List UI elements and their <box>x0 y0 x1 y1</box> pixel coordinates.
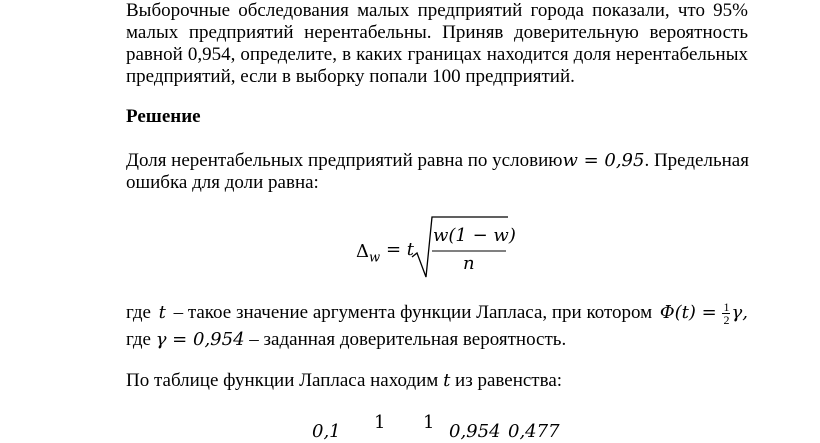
p2-line2-start: где <box>126 329 151 350</box>
formula-denominator: n <box>463 253 475 274</box>
p2-gamma-value: γ = 0,954 <box>155 329 245 350</box>
solution-paragraph-1 <box>126 150 748 194</box>
solution-paragraph-3 <box>126 370 748 392</box>
formula-eq-t: = t <box>386 239 415 260</box>
p2-mid: – такое значение аргумента функции Лапласа, при котором <box>173 302 653 323</box>
p3-t: t <box>443 370 451 391</box>
cutoff-right-b: 0,477 <box>508 421 560 442</box>
p2-start: где <box>126 302 151 323</box>
cutoff-frac1-num: 1 <box>374 412 386 433</box>
p2-t: t <box>158 302 166 323</box>
formula-numerator: w(1 − w) <box>433 225 516 246</box>
formula-lhs: $\Delta_w$ <box>356 241 381 266</box>
problem-line-2: малых предприятий нерентабельны. Приняв доверительную вероятность <box>126 22 748 43</box>
p3-text: По таблице функции Лапласа находим <box>126 370 439 391</box>
p1-text: Доля нерентабельных предприятий равна по условию <box>126 150 563 171</box>
p1-line-2: ошибка для доли равна: <box>126 172 319 193</box>
p2-phi: Φ(t) = <box>659 301 717 323</box>
p3-end: из равенства: <box>455 370 563 391</box>
radical-sign <box>410 213 510 283</box>
p2-line2-end: – заданная доверительная вероятность. <box>249 329 567 350</box>
half-fraction: $\frac{1}{2}$ <box>723 299 730 327</box>
problem-line-4: предприятий, если в выборку попали 100 предприятий. <box>126 66 575 87</box>
cutoff-frac2-num: 1 <box>423 412 435 433</box>
problem-line-3: равной 0,954, определите, в каких границах находится доля нерентабельных <box>126 44 748 65</box>
solution-heading: Решение <box>126 106 201 127</box>
p1-math-w: w = 0,95 <box>562 150 645 171</box>
problem-statement <box>126 0 748 88</box>
solution-paragraph-2 <box>126 299 748 351</box>
problem-line-1: Выборочные обследования малых предприятий города показали, что 95% <box>126 0 748 21</box>
p2-gamma: γ, <box>731 301 748 323</box>
cutoff-left: 0,1 <box>312 421 341 442</box>
cutoff-right-a: 0,954 <box>449 421 501 442</box>
p1-end: . Предельная <box>644 150 749 171</box>
